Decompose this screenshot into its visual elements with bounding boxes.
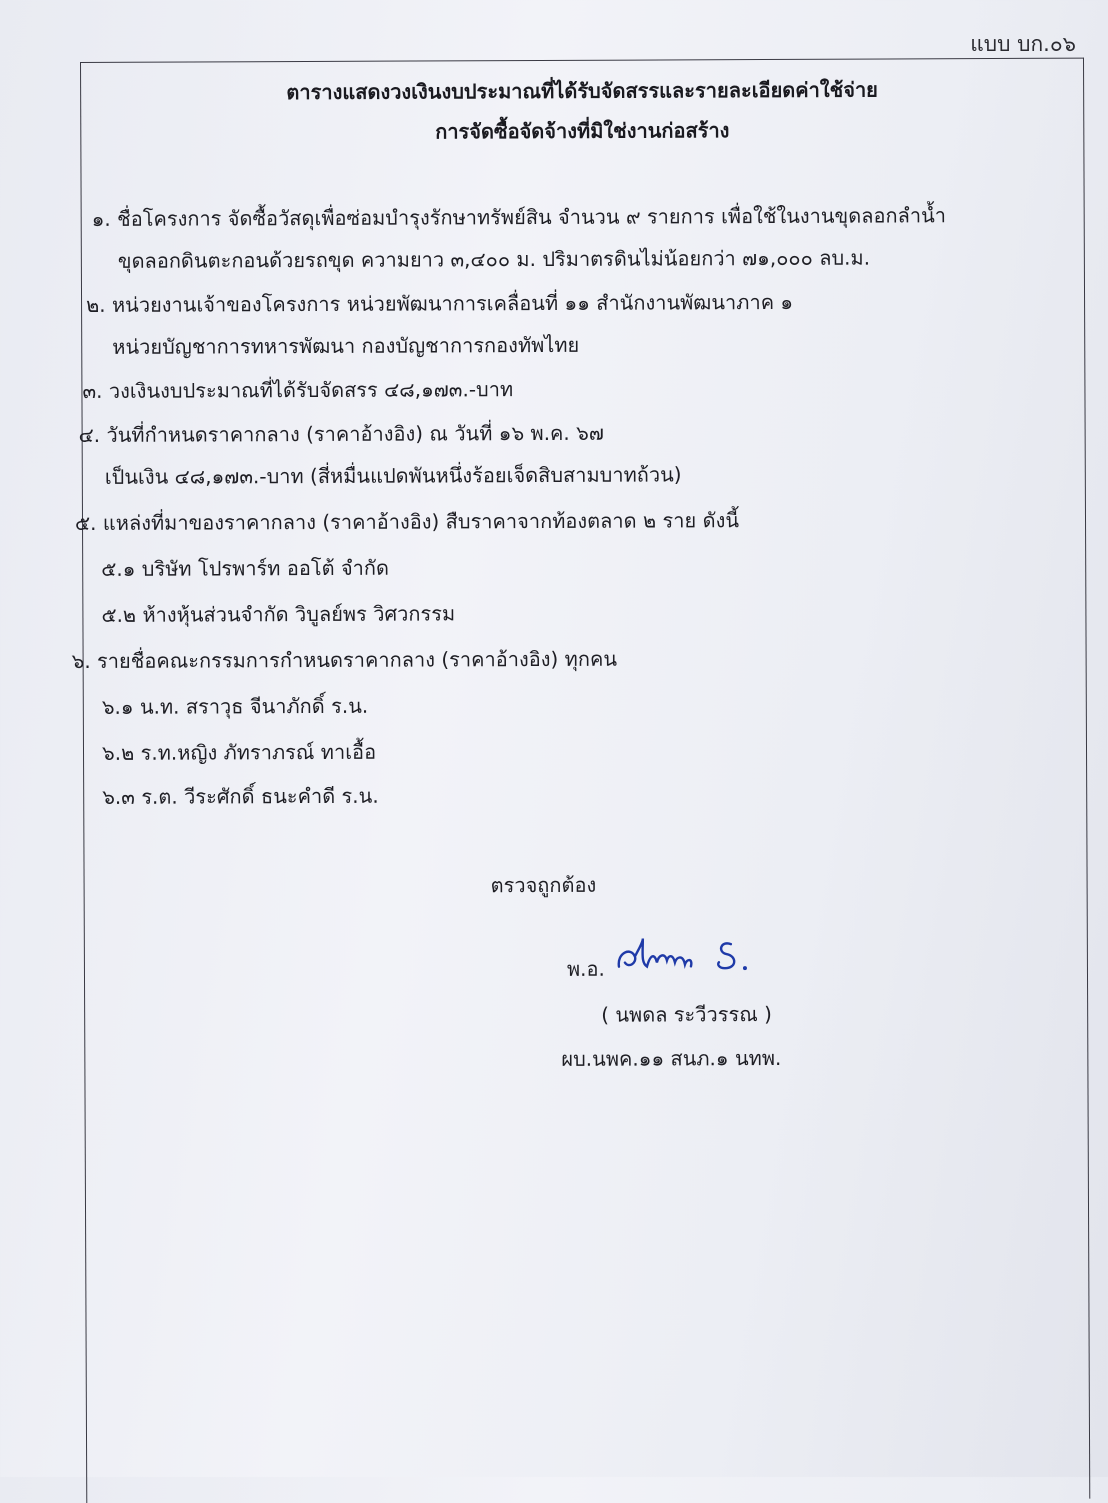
document-frame [71,58,1090,1503]
item-1-line-1: ๑. ชื่อโครงการ จัดซื้อวัสดุเพื่อซ่อมบำรุงรักษาทรัพย์สิน จำนวน ๙ รายการ เพื่อใช้ในงานขุดลอกลำน้ำ [91,203,947,231]
item-4-line-1: ๔. วันที่กำหนดราคากลาง (ราคาอ้างอิง) ณ วันที่ ๑๖ พ.ค. ๖๗ [78,420,604,448]
item-5-1: ๕.๑ บริษัท โปรพาร์ท ออโต้ จำกัด [101,555,390,581]
document-title-line1: ตารางแสดงวงเงินงบประมาณที่ได้รับจัดสรรและรายละเอียดค่าใช้จ่าย [286,77,878,105]
item-1-line-2: ขุดลอกดินตะกอนด้วยรถขุด ความยาว ๓,๔๐๐ ม. ปริมาตรดินไม่น้อยกว่า ๗๑,๐๐๐ ลบ.ม. [117,245,871,273]
handwritten-signature [613,932,763,990]
item-6-2: ๖.๒ ร.ท.หญิง ภัทราภรณ์ ทาเอื้อ [101,739,377,765]
item-6: ๖. รายชื่อคณะกรรมการกำหนดราคากลาง (ราคาอ้างอิง) ทุกคน [71,646,618,674]
item-6-3: ๖.๓ ร.ต. วีระศักดิ์ ธนะคำดี ร.น. [102,783,379,809]
item-3: ๓. วงเงินงบประมาณที่ได้รับจัดสรร ๔๘,๑๗๓.-บาท [82,377,514,403]
item-6-1: ๖.๑ น.ท. สราวุธ จีนาภักดิ์ ร.น. [101,693,369,719]
item-4-line-2: เป็นเงิน ๔๘,๑๗๓.-บาท (สี่หมื่นแปดพันหนึ่งร้อยเจ็ดสิบสามบาทถ้วน) [104,462,682,489]
document-title-line2: การจัดซื้อจัดจ้างที่มิใช่งานก่อสร้าง [435,118,730,144]
item-5: ๕. แหล่งที่มาของราคากลาง (ราคาอ้างอิง) สืบราคาจากท้องตลาด ๒ ราย ดังนี้ [74,508,740,536]
form-code: แบบ บก.๐๖ [970,32,1076,56]
signer-rank: พ.อ. [566,956,605,981]
signature-icon [613,932,763,981]
item-2-line-1: ๒. หน่วยงานเจ้าของโครงการ หน่วยพัฒนาการเคลื่อนที่ ๑๑ สำนักงานพัฒนาภาค ๑ [86,289,794,317]
item-2-line-2: หน่วยบัญชาการทหารพัฒนา กองบัญชาการกองทัพไทย [112,332,580,359]
verified-label: ตรวจถูกต้อง [490,872,597,898]
item-5-2: ๕.๒ ห้างหุ้นส่วนจำกัด วิบูลย์พร วิศวกรรม [101,601,456,627]
signer-name: ( นพดล ระวีวรรณ ) [601,1001,772,1027]
signer-position: ผบ.นพค.๑๑ สนภ.๑ นทพ. [561,1045,782,1071]
